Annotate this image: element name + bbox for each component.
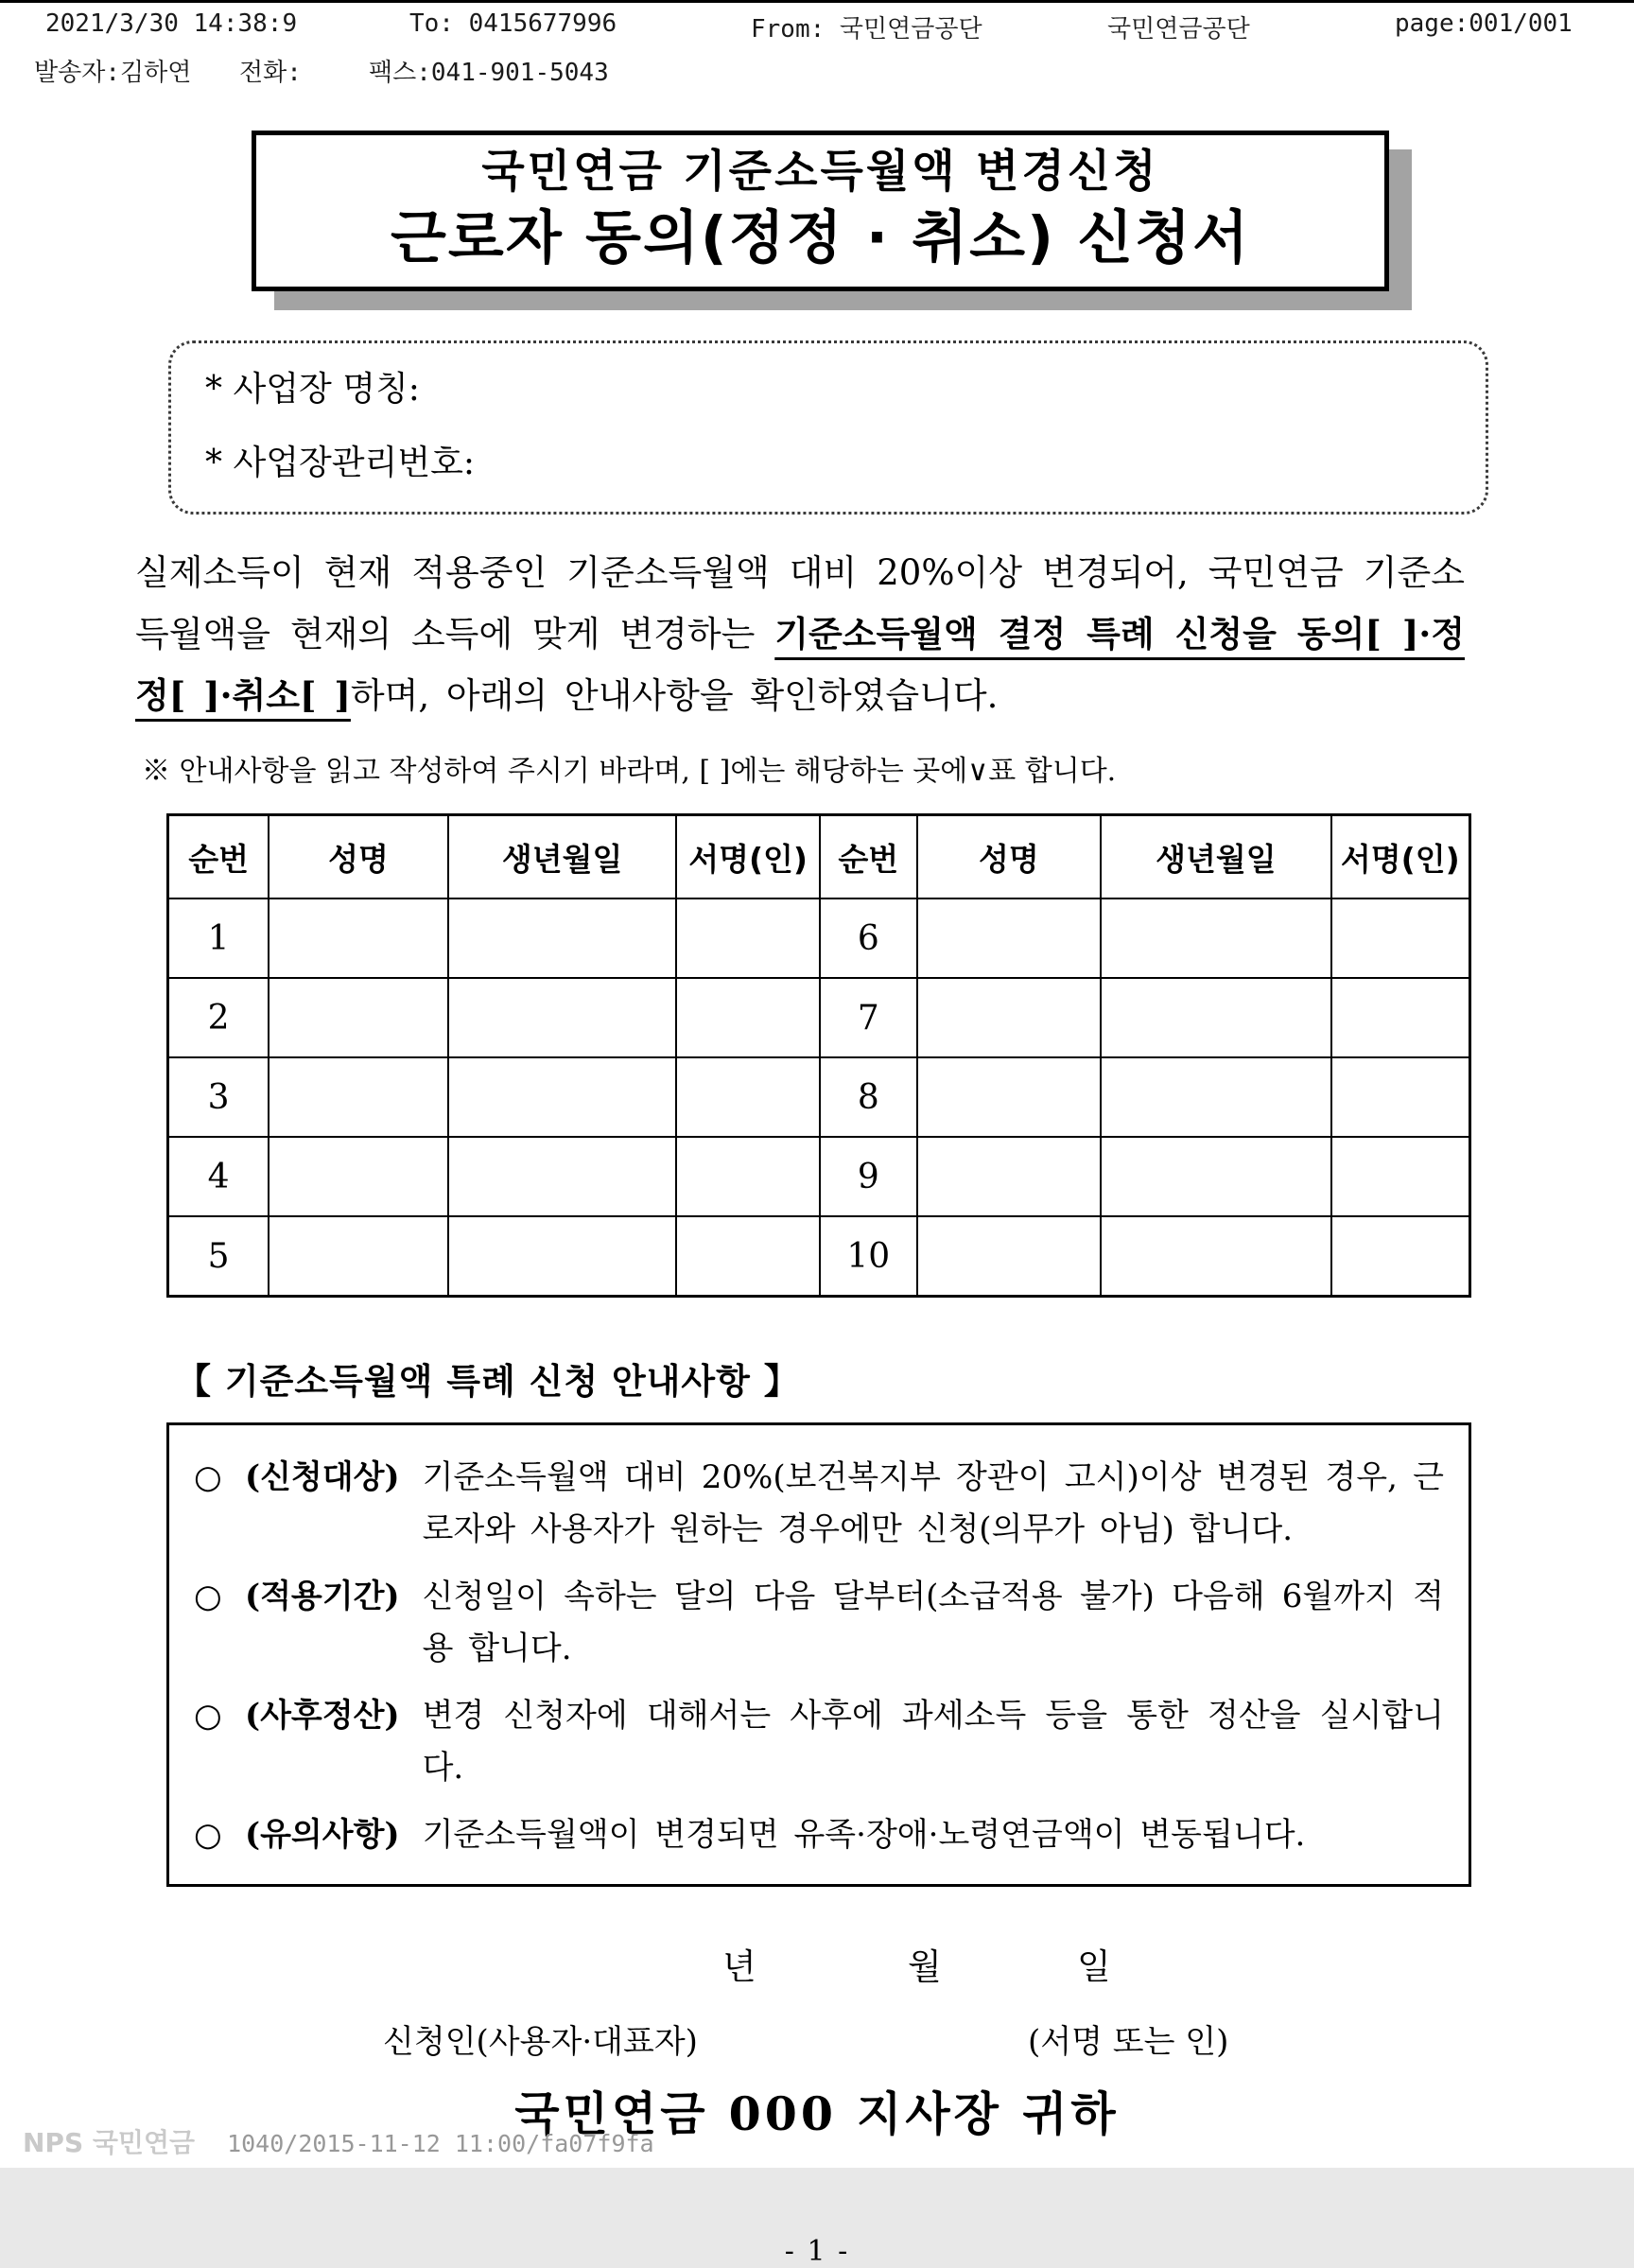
roster-empty-cell: [448, 1216, 677, 1297]
roster-number-cell: 3: [168, 1057, 269, 1137]
guide-item-text: 변경 신청자에 대해서는 사후에 과세소득 등을 통한 정산을 실시합니다.: [422, 1697, 1444, 1787]
col-header-name-left: 성명: [269, 815, 448, 899]
applicant-label: 신청인(사용자·대표자): [383, 2023, 698, 2061]
guide-item-text: 기준소득월액 대비 20%(보건복지부 장관이 고시)이상 변경된 경우, 근로자와 사용자가 원하는 경우에만 신청(의무가 아님) 합니다.: [422, 1458, 1444, 1548]
col-header-sign-left: 서명(인): [676, 815, 820, 899]
fax-tel-label: 전화:: [239, 59, 302, 87]
guide-item-text: 신청일이 속하는 달의 다음 달부터(소급적용 불가) 다음해 6월까지 적용 합니다.: [422, 1578, 1444, 1667]
roster-header-row: [168, 815, 1470, 899]
roster-empty-cell: [676, 978, 820, 1057]
guide-item-caution: [194, 1809, 1444, 1861]
roster-empty-cell: [676, 1057, 820, 1137]
roster-row: [168, 978, 1470, 1057]
fax-meta-text: 1040/2015-11-12 11:00/fa07f9fa: [227, 2130, 654, 2157]
signature-roster-table: [166, 813, 1471, 1298]
roster-empty-cell: [676, 898, 820, 978]
roster-empty-cell: [269, 1057, 448, 1137]
col-header-birth-right: 생년월일: [1101, 815, 1330, 899]
col-header-no-right: 순번: [820, 815, 917, 899]
fax-timestamp: 2021/3/30 14:38:9: [45, 9, 298, 38]
guide-item-label: (신청대상): [245, 1458, 400, 1496]
fax-sender-org: 국민연금공단: [1107, 15, 1250, 44]
roster-empty-cell: [1331, 1137, 1470, 1216]
roster-empty-cell: [917, 1057, 1102, 1137]
guide-item-label: (적용기간): [245, 1578, 400, 1615]
declaration-text-2: 하며, 아래의 안내사항을 확인하였습니다.: [350, 675, 999, 716]
applicant-line: [0, 2015, 1634, 2061]
fax-page-count: page:001/001: [1395, 9, 1573, 38]
roster-empty-cell: [269, 978, 448, 1057]
roster-number-cell: 1: [168, 898, 269, 978]
document-title-box: [252, 131, 1389, 291]
roster-empty-cell: [917, 1137, 1102, 1216]
business-info-box: [168, 340, 1488, 515]
fax-number: 팩스:041-901-5043: [369, 59, 609, 87]
date-day-label: 일: [1077, 1946, 1111, 1987]
business-number-field: * 사업장관리번호:: [205, 444, 476, 482]
guide-heading: 【 기준소득월액 특례 신청 안내사항 】: [176, 1360, 800, 1402]
roster-empty-cell: [269, 1137, 448, 1216]
roster-empty-cell: [917, 898, 1102, 978]
fax-footer: [23, 2122, 654, 2160]
col-header-no-left: 순번: [168, 815, 269, 899]
roster-empty-cell: [269, 898, 448, 978]
circle-bullet-icon: ○: [194, 1816, 222, 1854]
guide-box: [166, 1422, 1471, 1887]
roster-empty-cell: [448, 1137, 677, 1216]
sign-or-seal-label: (서명 또는 인): [1028, 2023, 1229, 2061]
guide-item-settlement: [194, 1690, 1444, 1794]
declaration-paragraph: [135, 543, 1465, 726]
roster-empty-cell: [676, 1216, 820, 1297]
roster-empty-cell: [1331, 898, 1470, 978]
guide-item-target: [194, 1452, 1444, 1556]
document-title-line2: 근로자 동의(정정 · 취소) 신청서: [391, 204, 1250, 271]
roster-empty-cell: [1101, 1216, 1330, 1297]
roster-number-cell: 4: [168, 1137, 269, 1216]
nps-logo: NPS 국민연금: [23, 2127, 196, 2158]
roster-empty-cell: [448, 1057, 677, 1137]
fax-transmission-header: [0, 0, 1634, 93]
roster-row: [168, 898, 1470, 978]
roster-empty-cell: [1101, 898, 1330, 978]
col-header-name-right: 성명: [917, 815, 1102, 899]
declaration-text-1: 실제소득이 현재 적용중인 기준소득월액 대비 20%이상 변경되어, 국민연금 기준소득월액을 현재의 소득에 맞게 변경하는: [135, 552, 1465, 654]
roster-empty-cell: [1331, 978, 1470, 1057]
fax-to-number: To: 0415677996: [409, 9, 617, 38]
roster-empty-cell: [917, 978, 1102, 1057]
recipient-line: 국민연금 000 지사장 귀하: [514, 2086, 1120, 2141]
fax-from-org: From: 국민연금공단: [751, 15, 982, 44]
roster-row: [168, 1057, 1470, 1137]
signature-date-line: [0, 1938, 1634, 1987]
roster-empty-cell: [1101, 978, 1330, 1057]
roster-empty-cell: [269, 1216, 448, 1297]
document-title-line1: 국민연금 기준소득월액 변경신청: [481, 146, 1159, 198]
roster-number-cell: 7: [820, 978, 917, 1057]
circle-bullet-icon: ○: [194, 1578, 222, 1615]
roster-row: [168, 1216, 1470, 1297]
fax-sender-name: 발송자:김하연: [34, 59, 192, 87]
date-month-label: 월: [908, 1946, 942, 1987]
roster-number-cell: 8: [820, 1057, 917, 1137]
page-number: - 1 -: [784, 2235, 850, 2268]
roster-empty-cell: [1331, 1057, 1470, 1137]
roster-number-cell: 10: [820, 1216, 917, 1297]
guide-item-label: (유의사항): [245, 1816, 400, 1854]
roster-empty-cell: [1331, 1216, 1470, 1297]
guide-item-text: 기준소득월액이 변경되면 유족·장애·노령연금액이 변동됩니다.: [422, 1816, 1306, 1854]
col-header-sign-right: 서명(인): [1331, 815, 1470, 899]
date-year-label: 년: [722, 1946, 756, 1987]
roster-empty-cell: [1101, 1137, 1330, 1216]
circle-bullet-icon: ○: [194, 1458, 222, 1496]
roster-number-cell: 2: [168, 978, 269, 1057]
roster-empty-cell: [676, 1137, 820, 1216]
roster-number-cell: 5: [168, 1216, 269, 1297]
col-header-birth-left: 생년월일: [448, 815, 677, 899]
roster-number-cell: 9: [820, 1137, 917, 1216]
roster-row: [168, 1137, 1470, 1216]
roster-empty-cell: [917, 1216, 1102, 1297]
roster-empty-cell: [1101, 1057, 1330, 1137]
business-name-field: * 사업장 명칭:: [205, 370, 420, 409]
declaration-consent-options: 기준소득월액 결정 특례 신청을 동의[ ]·정정[ ]·취소[ ]: [135, 613, 1465, 716]
roster-empty-cell: [448, 978, 677, 1057]
guide-item-period: [194, 1571, 1444, 1675]
roster-number-cell: 6: [820, 898, 917, 978]
instruction-note: ※ 안내사항을 읽고 작성하여 주시기 바라며, [ ]에는 해당하는 곳에∨표 합니다.: [142, 755, 1117, 788]
roster-empty-cell: [448, 898, 677, 978]
guide-item-label: (사후정산): [245, 1697, 400, 1735]
circle-bullet-icon: ○: [194, 1697, 222, 1735]
